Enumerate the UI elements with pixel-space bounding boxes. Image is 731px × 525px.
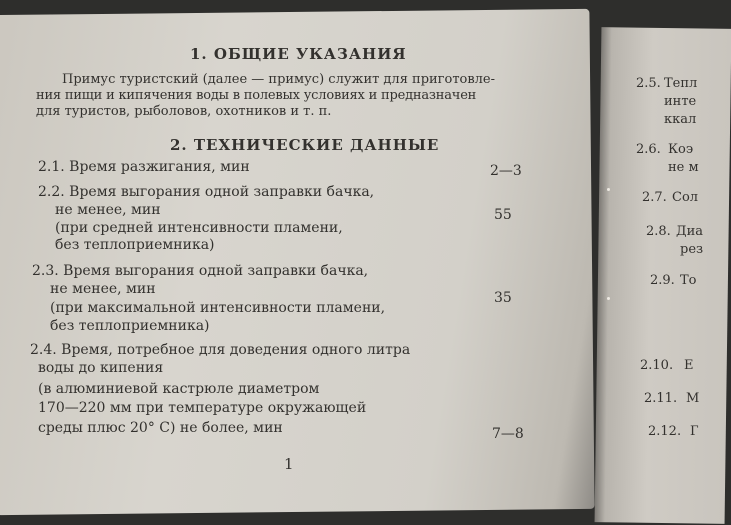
item-2-1-line-1: 2.1. Время разжигания, мин (38, 159, 250, 175)
section-2-heading: 2. ТЕХНИЧЕСКИЕ ДАННЫЕ (170, 136, 440, 154)
item-2-4-value: 7—8 (492, 426, 524, 442)
section-1-heading: 1. ОБЩИЕ УКАЗАНИЯ (190, 45, 407, 63)
right-2-11-num: 2.11. (644, 391, 678, 406)
right-2-10-num: 2.10. (640, 358, 674, 373)
item-2-2-value: 55 (494, 207, 512, 223)
right-2-7-line-1: Сол (672, 190, 699, 205)
right-2-9-num: 2.9. (650, 273, 675, 288)
right-2-11-line-1: М (686, 391, 700, 406)
right-2-12-num: 2.12. (648, 424, 682, 439)
right-2-9-line-1: То (680, 273, 697, 288)
right-2-5-num: 2.5. (636, 76, 661, 91)
item-2-4-line-5: среды плюс 20° С) не более, мин (38, 420, 283, 436)
right-2-5-line-2: инте (664, 94, 697, 109)
right-2-8-line-2: рез (680, 242, 704, 257)
right-2-7-num: 2.7. (642, 190, 667, 205)
item-2-4-line-1: 2.4. Время, потребное для доведения одного литра (30, 342, 411, 358)
item-2-4-line-2: воды до кипения (38, 360, 164, 376)
right-2-6-line-1: Коэ (668, 142, 694, 157)
intro-line-2: ния пищи и кипячения воды в полевых условиях и предназначен (36, 88, 477, 103)
item-2-3-line-2: не менее, мин (50, 281, 156, 297)
fold-mark (607, 297, 610, 300)
item-2-3-line-3: (при максимальной интенсивности пламени, (50, 300, 386, 316)
right-2-5-line-3: ккал (664, 112, 697, 127)
item-2-3-line-4: без теплоприемника) (50, 318, 210, 334)
right-2-10-line-1: Е (684, 358, 694, 373)
right-2-8-num: 2.8. (646, 224, 671, 239)
item-2-2-line-3: (при средней интенсивности пламени, (55, 220, 343, 236)
item-2-3-value: 35 (494, 290, 512, 306)
item-2-4-line-3: (в алюминиевой кастрюле диаметром (38, 381, 320, 397)
item-2-3-line-1: 2.3. Время выгорания одной заправки бачка, (32, 263, 369, 279)
item-2-2-line-1: 2.2. Время выгорания одной заправки бачка, (38, 184, 375, 200)
item-2-2-line-4: без теплоприемника) (55, 237, 215, 253)
item-2-1-value: 2—3 (490, 163, 522, 179)
right-2-8-line-1: Диа (676, 224, 703, 239)
right-2-5-line-1: Тепл (664, 76, 698, 91)
item-2-4-line-4: 170—220 мм при температуре окружающей (38, 400, 367, 416)
item-2-2-line-2: не менее, мин (55, 202, 161, 218)
page-number: 1 (284, 455, 294, 473)
intro-line-3: для туристов, рыболовов, охотников и т. п. (36, 104, 332, 119)
right-2-6-line-2: не м (668, 160, 699, 175)
right-2-12-line-1: Г (690, 424, 699, 439)
intro-line-1: Примус туристский (далее — примус) служит для приготовле- (62, 72, 495, 87)
fold-mark (607, 188, 610, 191)
right-2-6-num: 2.6. (636, 142, 661, 157)
